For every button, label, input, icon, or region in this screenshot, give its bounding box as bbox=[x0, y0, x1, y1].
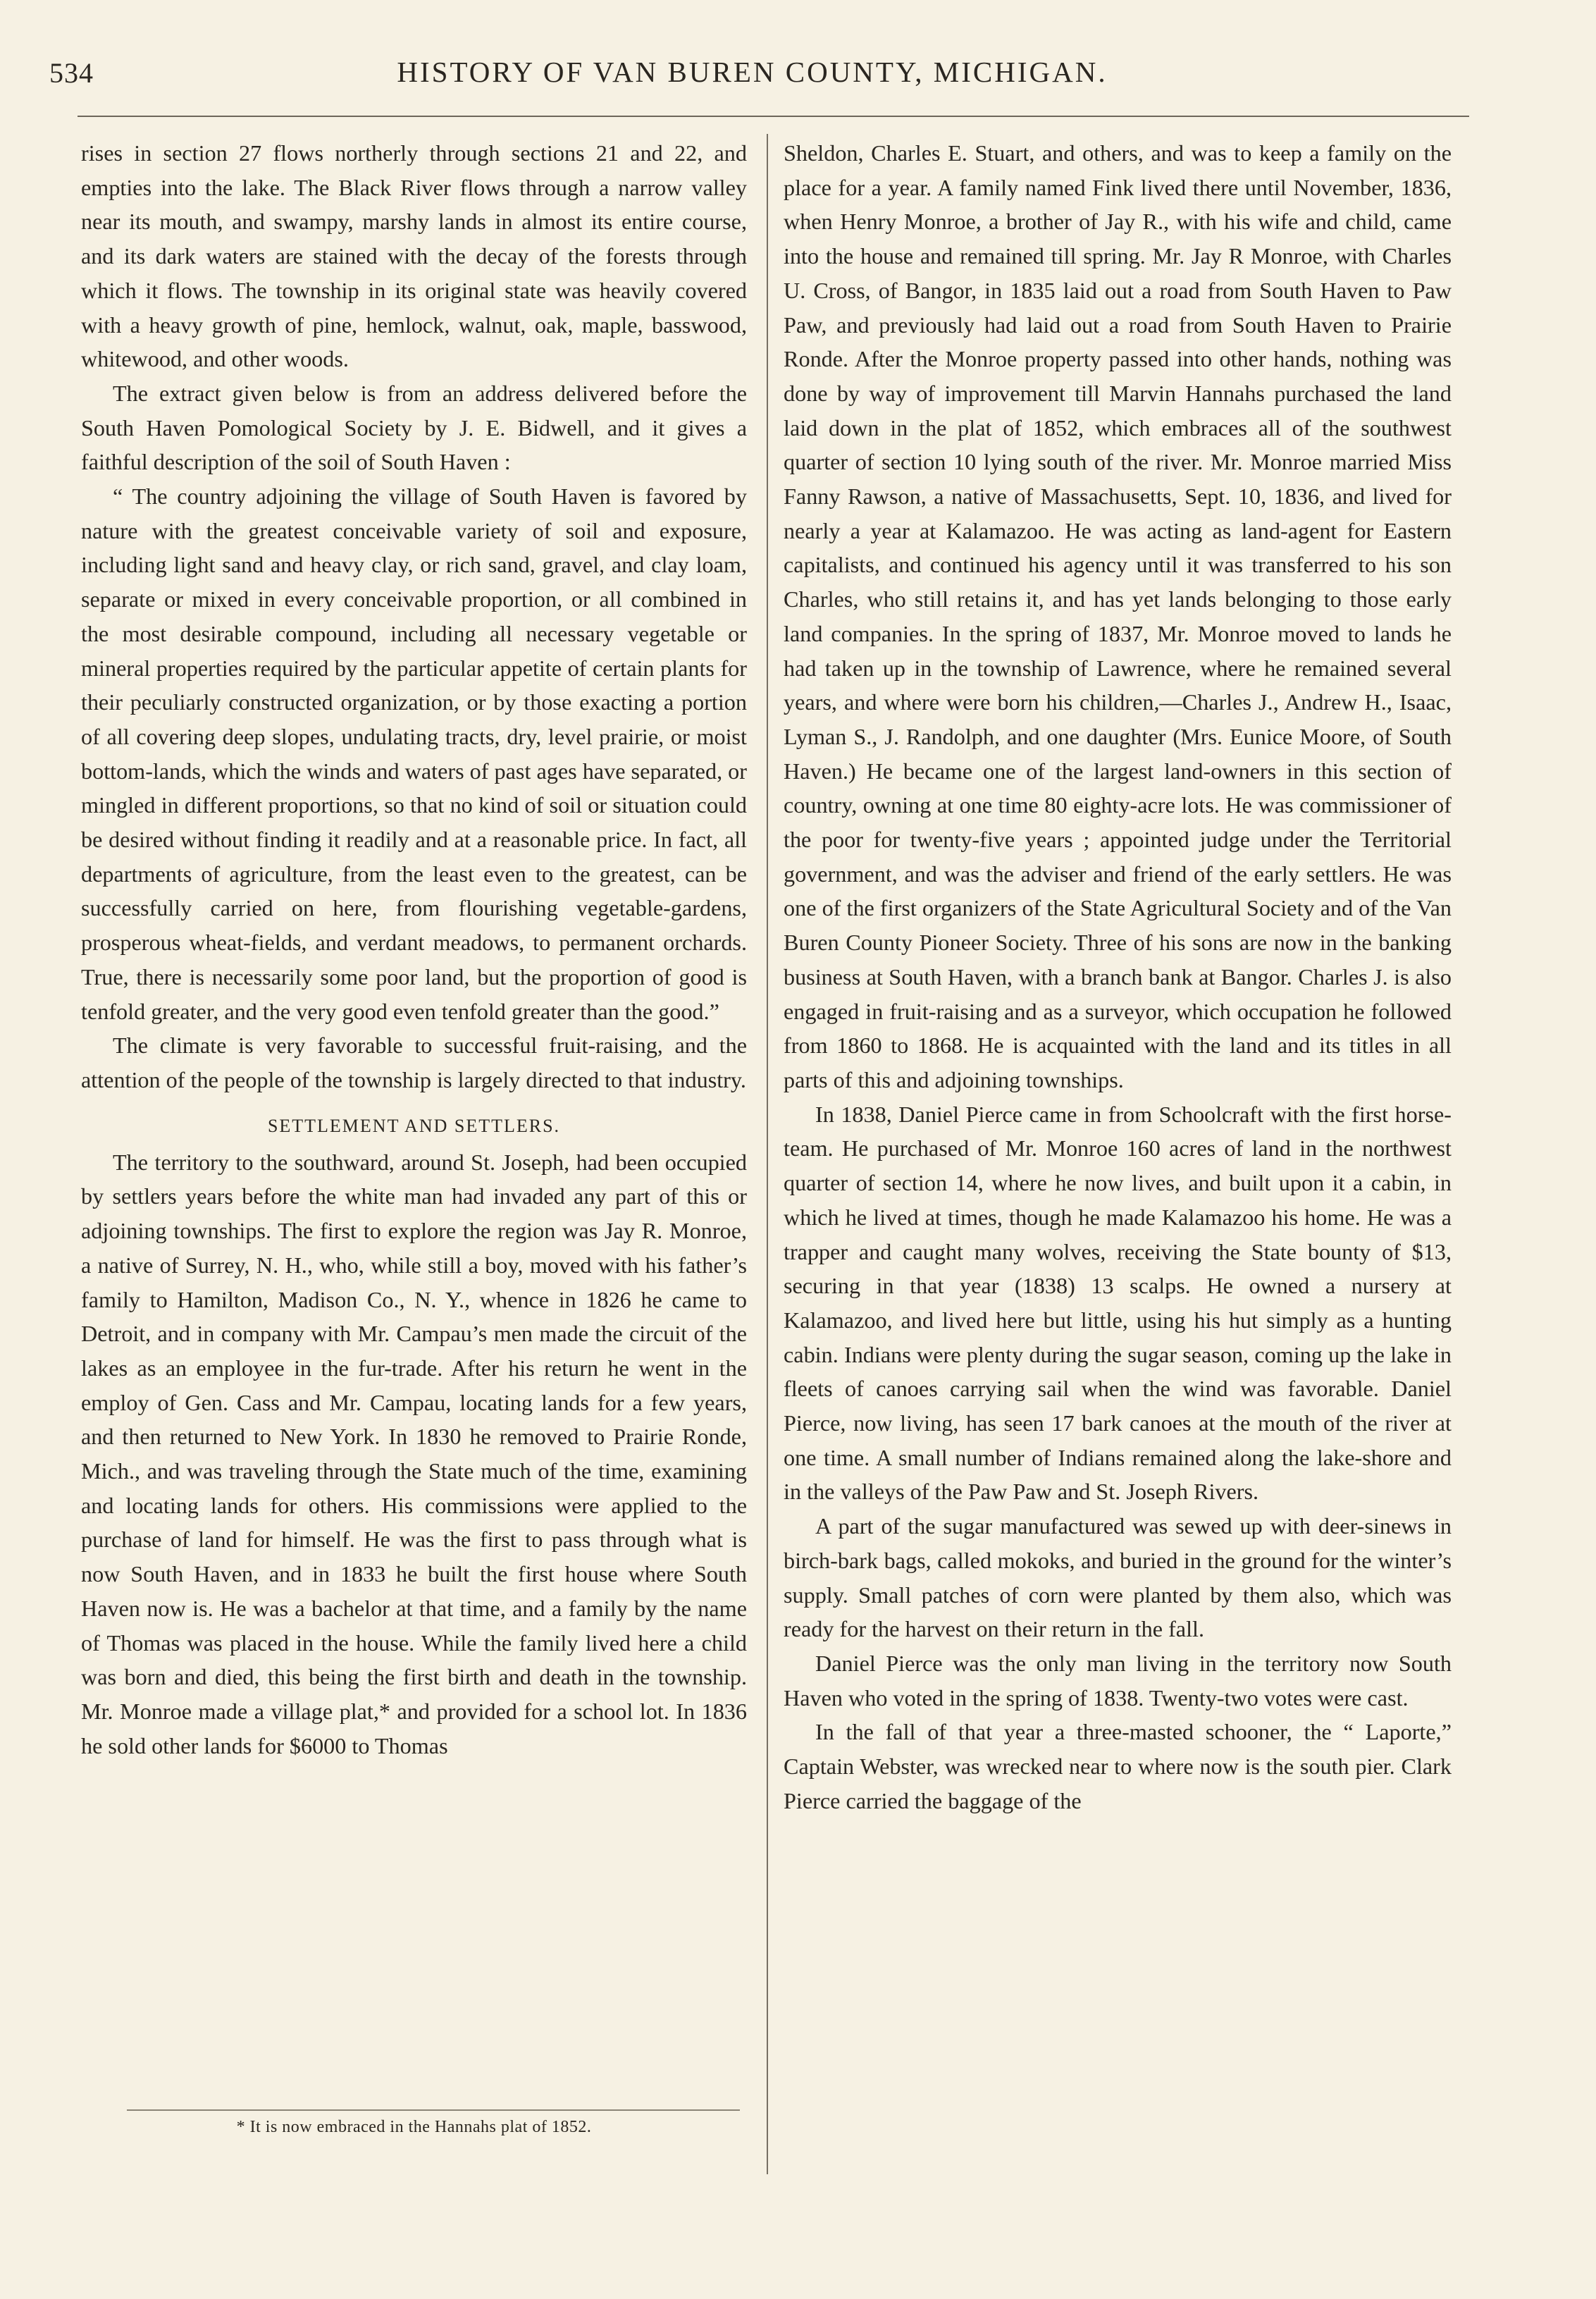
footnote: * It is now embraced in the Hannahs plat of 1852. bbox=[236, 2118, 592, 2136]
left-column bbox=[81, 136, 747, 1763]
page-header bbox=[49, 49, 1455, 106]
paragraph: Daniel Pierce was the only man living in the territory now South Haven who voted in the spring of 1838. Twenty-two votes were cast. bbox=[784, 1650, 1452, 1711]
right-column bbox=[784, 136, 1452, 1818]
paragraph: A part of the sugar manufactured was sewed up with deer-sinews in birch-bark bags, called mokoks, and buried in the ground for the winter’s supply. Small patches of corn were planted by them also, which was ready for the harvest on their return in the fall. bbox=[784, 1513, 1452, 1642]
column-divider bbox=[767, 134, 768, 2174]
paragraph: rises in section 27 flows northerly through sections 21 and 22, and empties into the lake. The Black River flows through a narrow valley near its mouth, and swampy, marshy lands in almost its entire course, and its dark waters are stained with the decay of the forests through which it flows. The township in its original state was heavily covered with a heavy growth of pine, hemlock, walnut, oak, maple, basswood, whitewood, and other woods. bbox=[81, 140, 747, 372]
paragraph: The climate is very favorable to successful fruit-raising, and the attention of the people of the township is largely directed to that industry. bbox=[81, 1033, 747, 1092]
paragraph: The extract given below is from an address delivered before the South Haven Pomological Society by J. E. Bidwell, and it gives a faithful description of the soil of South Haven : bbox=[81, 380, 747, 475]
paragraph: In the fall of that year a three-masted schooner, the “ Laporte,” Captain Webster, was wrecked near to where now is the south pier. Clark Pierce carried the baggage of the bbox=[784, 1719, 1452, 1813]
section-heading: SETTLEMENT AND SETTLERS. bbox=[267, 1115, 561, 1136]
running-head-title: HISTORY OF VAN BUREN COUNTY, MICHIGAN. bbox=[397, 56, 1108, 88]
paragraph: In 1838, Daniel Pierce came in from Schoolcraft with the first horse-team. He purchased of Mr. Monroe 160 acres of land in the northwest quarter of section 14, where he now lives, and built upon it a cabin, in which he lived at times, though he made Kalamazoo his home. He was a trapper and caught many wolves, receiving the State bounty of $13, securing in that year (1838) 13 scalps. He owned a nursery at Kalamazoo, and lived here but little, using his hut simply as a hunting cabin. Indians were plenty during the sugar season, coming up the lake in fleets of canoes carrying sail when the wind was favorable. Daniel Pierce, now living, has seen 17 bark canoes at the mouth of the river at one time. A small number of Indians remained along the lake-shore and in the valleys of the Paw Paw and St. Joseph Rivers. bbox=[784, 1101, 1452, 1505]
paragraph: Sheldon, Charles E. Stuart, and others, and was to keep a family on the place for a year. A family named Fink lived there until November, 1836, when Henry Monroe, a brother of Jay R., with his wife and child, came into the house and remained till spring. Mr. Jay R Monroe, with Charles U. Cross, of Bangor, in 1835 laid out a road from South Haven to Paw Paw, and previously had laid out a road from South Haven to Prairie Ronde. After the Monroe property passed into other hands, nothing was done by way of improvement till Marvin Hannahs purchased the land laid down in the plat of 1852, which embraces all of the southwest quarter of section 10 lying south of the river. Mr. Monroe married Miss Fanny Rawson, a native of Massachusetts, Sept. 10, 1836, and lived for nearly a year at Kalamazoo. He was acting as land-agent for Eastern capitalists, and continued his agency until it was transferred to his son Charles, who still retains it, and has yet lands belonging to those early land companies. In the spring of 1837, Mr. Monroe moved to lands he had taken up in the township of Lawrence, where he remained several years, and where were born his children,—Charles J., Andrew H., Isaac, Lyman S., J. Randolph, and one daughter (Mrs. Eunice Moore, of South Haven.) He became one of the largest land-owners in this section of country, owning at one time 80 eighty-acre lots. He was commissioner of the poor for twenty-five years ; appointed judge under the Territorial government, and was the adviser and friend of the early settlers. He was one of the first organizers of the State Agricultural Society and of the Van Buren County Pioneer Society. Three of his sons are now in the banking business at South Haven, with a branch bank at Bangor. Charles J. is also engaged in fruit-raising and as a surveyor, which occupation he followed from 1860 to 1868. He is acquainted with the land and its titles in all parts of this and adjoining townships. bbox=[784, 140, 1452, 1092]
footnote-rule bbox=[127, 2109, 740, 2111]
paragraph: The territory to the southward, around St. Joseph, had been occupied by settlers years before the white man had invaded any part of this or adjoining townships. The first to explore the region was Jay R. Monroe, a native of Surrey, N. H., who, while still a boy, moved with his father’s family to Hamilton, Madison Co., N. Y., whence in 1826 he came to Detroit, and in company with Mr. Campau’s men made the circuit of the lakes as an employee in the fur-trade. After his return he went in the employ of Gen. Cass and Mr. Campau, locating lands for a few years, and then returned to New York. In 1830 he removed to Prairie Ronde, Mich., and was traveling through the State much of the time, examining and locating lands for others. His commissions were applied to the purchase of land for himself. He was the first to pass through what is now South Haven, and in 1833 he built the first house where South Haven now is. He was a bachelor at that time, and a family by the name of Thomas was placed in the house. While the family lived here a child was born and died, this being the first birth and death in the township. Mr. Monroe made a village plat,* and provided for a school lot. In 1836 he sold other lands for $6000 to Thomas bbox=[81, 1149, 747, 1758]
quoted-paragraph: “ The country adjoining the village of South Haven is favored by nature with the greatest conceivable variety of soil and exposure, including light sand and heavy clay, or rich sand, gravel, and clay loam, separate or mixed in every conceivable proportion, or all combined in the most desirable compound, including all necessary vegetable or mineral properties required by the particular appetite of certain plants for their peculiarly constructed organization, or by those exacting a portion of all covering deep slopes, undulating tracts, dry, level prairie, or moist bottom-lands, which the winds and waters of past ages have separated, or mingled in different proportions, so that no kind of soil or situation could be desired without finding it readily and at a reasonable price. In fact, all departments of agriculture, from the least even to the greatest, can be successfully carried on here, from flourishing vegetable-gardens, prosperous wheat-fields, and verdant meadows, to permanent orchards. True, there is necessarily some poor land, but the proportion of good is tenfold greater, and the very good even tenfold greater than the good.” bbox=[81, 483, 747, 1024]
header-rule bbox=[78, 116, 1469, 117]
page-number: 534 bbox=[49, 57, 94, 89]
